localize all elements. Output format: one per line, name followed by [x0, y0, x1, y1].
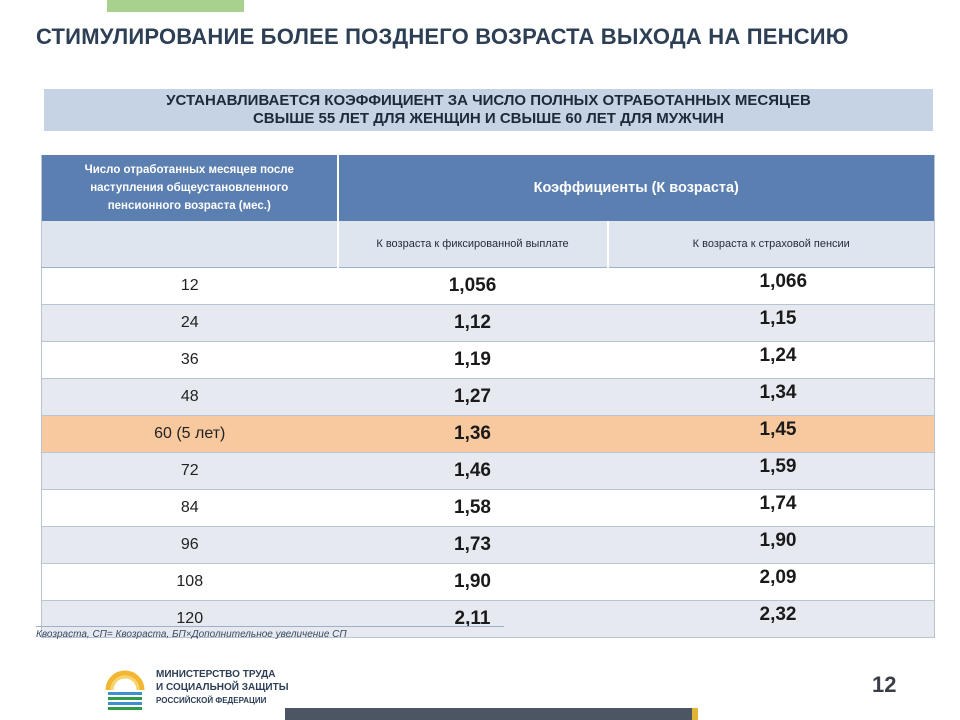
table-body	[42, 268, 935, 638]
insurance-coefficient-cell: 1,45	[608, 416, 935, 453]
top-accent-bar	[107, 0, 244, 12]
insurance-coefficient-cell: 1,15	[608, 305, 935, 342]
fixed-coefficient-cell: 1,36	[338, 416, 608, 453]
table-row	[42, 490, 935, 527]
insurance-coefficient-cell: 2,09	[608, 564, 935, 601]
months-cell: 108	[42, 564, 338, 601]
insurance-coefficient-cell: 1,24	[608, 342, 935, 379]
ministry-name	[156, 668, 289, 707]
fixed-coefficient-cell: 1,90	[338, 564, 608, 601]
insurance-coefficient-cell: 1,74	[608, 490, 935, 527]
table-row	[42, 527, 935, 564]
formula-footnote: Квозраста, СП= Квозраста, БП×Дополнительное увеличение СП	[36, 626, 504, 640]
table-row	[42, 416, 935, 453]
months-cell: 24	[42, 305, 338, 342]
slide-title: СТИМУЛИРОВАНИЕ БОЛЕЕ ПОЗДНЕГО ВОЗРАСТА ВЫХОДА НА ПЕНСИЮ	[36, 24, 849, 49]
fixed-coefficient-cell: 1,27	[338, 379, 608, 416]
months-cell: 120	[42, 601, 338, 638]
fixed-coefficient-cell: 1,46	[338, 453, 608, 490]
bottom-bar	[285, 708, 692, 720]
months-cell: 60 (5 лет)	[42, 416, 338, 453]
table-row	[42, 342, 935, 379]
subtitle-line-1: УСТАНАВЛИВАЕТСЯ КОЭФФИЦИЕНТ ЗА ЧИСЛО ПОЛНЫХ ОТРАБОТАННЫХ МЕСЯЦЕВ	[166, 92, 811, 109]
bottom-bar-accent	[692, 708, 698, 720]
months-cell: 96	[42, 527, 338, 564]
months-column-header: Число отработанных месяцев после наступления общеустановленного пенсионного возраста (мес.)	[42, 155, 338, 221]
fixed-coefficient-cell: 1,056	[338, 268, 608, 305]
table-row	[42, 564, 935, 601]
fixed-coefficient-cell: 1,73	[338, 527, 608, 564]
ministry-line-3: РОССИЙСКОЙ ФЕДЕРАЦИИ	[156, 696, 267, 705]
table-row	[42, 305, 935, 342]
months-cell: 36	[42, 342, 338, 379]
insurance-coefficient-cell: 1,90	[608, 527, 935, 564]
coefficients-header: Коэффициенты (К возраста)	[338, 155, 935, 221]
months-subheader-empty	[42, 221, 338, 268]
subtitle-box	[44, 89, 933, 131]
insurance-coefficient-cell: 2,32	[608, 601, 935, 638]
insurance-coefficient-cell: 1,066	[608, 268, 935, 305]
coefficient-table	[41, 155, 935, 638]
page-number: 12	[872, 672, 897, 697]
months-cell: 84	[42, 490, 338, 527]
insurance-pension-subheader: К возраста к страховой пенсии	[608, 221, 935, 268]
fixed-coefficient-cell: 1,58	[338, 490, 608, 527]
insurance-coefficient-cell: 1,34	[608, 379, 935, 416]
table-row	[42, 453, 935, 490]
months-cell: 48	[42, 379, 338, 416]
fixed-coefficient-cell: 1,19	[338, 342, 608, 379]
table-row	[42, 379, 935, 416]
ministry-logo-icon	[104, 664, 146, 712]
months-cell: 72	[42, 453, 338, 490]
fixed-coefficient-cell: 2,11	[338, 601, 608, 638]
fixed-coefficient-cell: 1,12	[338, 305, 608, 342]
table-row	[42, 268, 935, 305]
months-cell: 12	[42, 268, 338, 305]
fixed-payment-subheader: К возраста к фиксированной выплате	[338, 221, 608, 268]
ministry-line-2: И СОЦИАЛЬНОЙ ЗАЩИТЫ	[156, 682, 289, 693]
ministry-line-1: МИНИСТЕРСТВО ТРУДА	[156, 669, 276, 680]
insurance-coefficient-cell: 1,59	[608, 453, 935, 490]
subtitle-line-2: СВЫШЕ 55 ЛЕТ ДЛЯ ЖЕНЩИН И СВЫШЕ 60 ЛЕТ ДЛЯ МУЖЧИН	[252, 110, 725, 127]
